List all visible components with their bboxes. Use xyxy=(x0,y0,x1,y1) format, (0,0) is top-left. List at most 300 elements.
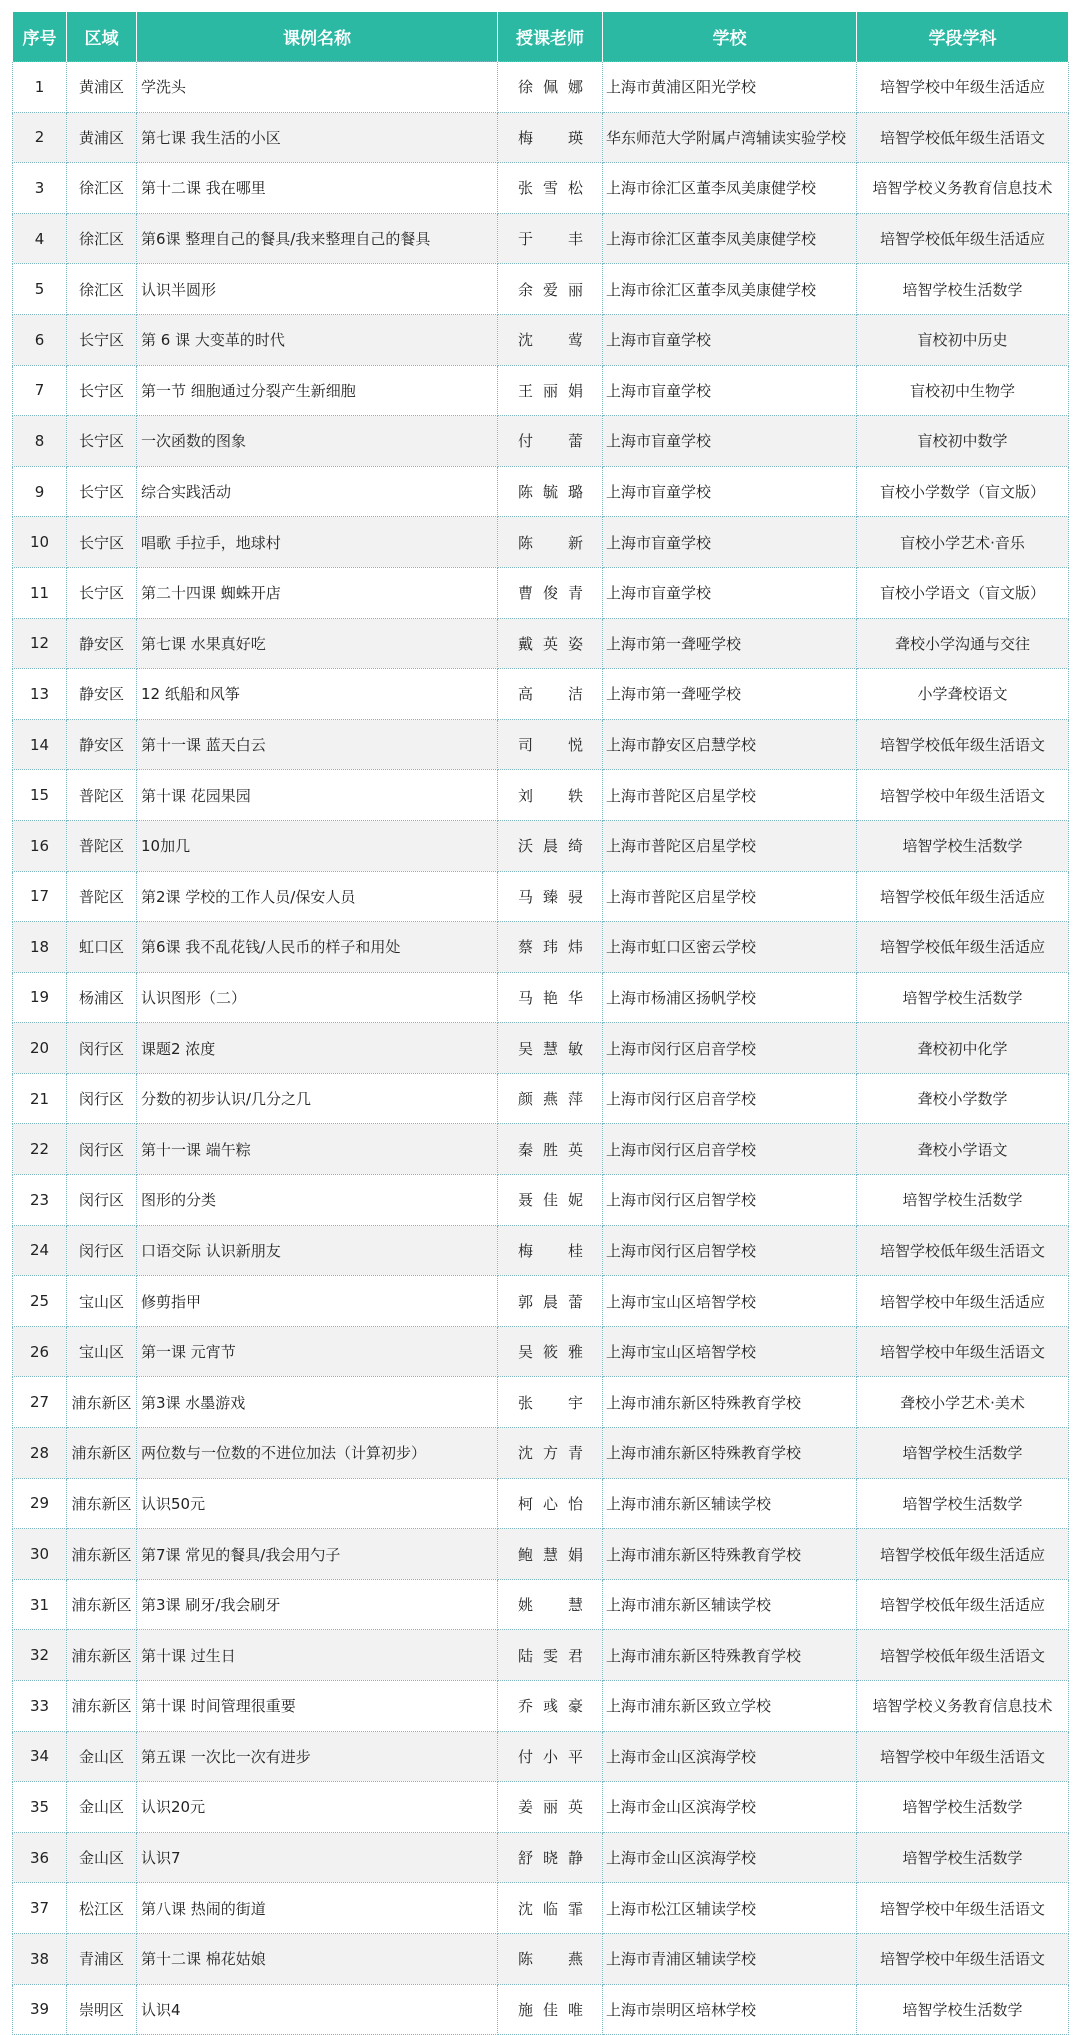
cell-subject: 盲校初中生物学 xyxy=(857,365,1069,416)
cell-course: 第 6 课 大变革的时代 xyxy=(137,314,498,365)
cell-subject: 盲校初中历史 xyxy=(857,314,1069,365)
teacher-name: 王丽娟 xyxy=(518,381,584,400)
cell-serial: 32 xyxy=(13,1630,67,1681)
cell-subject: 培智学校生活数学 xyxy=(857,1782,1069,1833)
teacher-name: 于 丰 xyxy=(518,230,584,249)
cell-serial: 20 xyxy=(13,1023,67,1074)
cell-school: 上海市盲童学校 xyxy=(603,365,857,416)
cell-course: 课题2 浓度 xyxy=(137,1023,498,1074)
cell-district: 宝山区 xyxy=(67,1276,137,1327)
cell-district: 普陀区 xyxy=(67,871,137,922)
cell-district: 闵行区 xyxy=(67,1073,137,1124)
cell-teacher xyxy=(498,62,603,113)
cell-serial: 25 xyxy=(13,1276,67,1327)
cell-course: 认识4 xyxy=(137,1984,498,2035)
cell-school: 上海市宝山区培智学校 xyxy=(603,1326,857,1377)
table-row xyxy=(13,871,1069,922)
cell-serial: 29 xyxy=(13,1478,67,1529)
table-row xyxy=(13,1478,1069,1529)
cell-subject: 培智学校低年级生活语文 xyxy=(857,112,1069,163)
cell-course: 第七课 我生活的小区 xyxy=(137,112,498,163)
cell-serial: 22 xyxy=(13,1124,67,1175)
cell-course: 第一课 元宵节 xyxy=(137,1326,498,1377)
cell-teacher xyxy=(498,1731,603,1782)
table-row xyxy=(13,1428,1069,1479)
cell-school: 上海市宝山区培智学校 xyxy=(603,1276,857,1327)
cell-subject: 盲校小学语文（盲文版） xyxy=(857,567,1069,618)
cell-subject: 小学聋校语文 xyxy=(857,669,1069,720)
cell-teacher xyxy=(498,1933,603,1984)
cell-serial: 19 xyxy=(13,972,67,1023)
cell-teacher xyxy=(498,1428,603,1479)
cell-course: 认识图形（二） xyxy=(137,972,498,1023)
cell-district: 徐汇区 xyxy=(67,163,137,214)
table-row xyxy=(13,669,1069,720)
table-row xyxy=(13,1883,1069,1934)
cell-serial: 38 xyxy=(13,1933,67,1984)
cell-serial: 9 xyxy=(13,466,67,517)
cell-subject: 培智学校生活数学 xyxy=(857,820,1069,871)
cell-teacher xyxy=(498,770,603,821)
cell-school: 华东师范大学附属卢湾辅读实验学校 xyxy=(603,112,857,163)
cell-subject: 培智学校生活数学 xyxy=(857,1832,1069,1883)
table-row xyxy=(13,1073,1069,1124)
table-row xyxy=(13,1276,1069,1327)
table-row xyxy=(13,1579,1069,1630)
cell-subject: 培智学校义务教育信息技术 xyxy=(857,1681,1069,1732)
table-row xyxy=(13,62,1069,113)
header-school: 学校 xyxy=(603,12,857,62)
cell-district: 静安区 xyxy=(67,669,137,720)
table-row xyxy=(13,820,1069,871)
teacher-name: 吴筱雅 xyxy=(518,1343,584,1362)
teacher-name: 张雪松 xyxy=(518,179,584,198)
course-table xyxy=(12,12,1069,2035)
cell-school: 上海市金山区滨海学校 xyxy=(603,1731,857,1782)
cell-school: 上海市盲童学校 xyxy=(603,314,857,365)
table-row xyxy=(13,1124,1069,1175)
cell-district: 金山区 xyxy=(67,1782,137,1833)
cell-subject: 培智学校低年级生活适应 xyxy=(857,871,1069,922)
teacher-name: 付小平 xyxy=(518,1747,584,1766)
cell-course: 第十一课 蓝天白云 xyxy=(137,719,498,770)
cell-serial: 26 xyxy=(13,1326,67,1377)
teacher-name: 陈 新 xyxy=(518,533,584,552)
teacher-name: 舒晓静 xyxy=(518,1849,584,1868)
table-row xyxy=(13,416,1069,467)
table-row xyxy=(13,1023,1069,1074)
cell-course: 第十二课 我在哪里 xyxy=(137,163,498,214)
cell-serial: 37 xyxy=(13,1883,67,1934)
cell-district: 浦东新区 xyxy=(67,1681,137,1732)
cell-subject: 盲校小学数学（盲文版） xyxy=(857,466,1069,517)
cell-course: 第6课 整理自己的餐具/我来整理自己的餐具 xyxy=(137,213,498,264)
cell-course: 修剪指甲 xyxy=(137,1276,498,1327)
cell-school: 上海市崇明区培林学校 xyxy=(603,1984,857,2035)
cell-teacher xyxy=(498,1630,603,1681)
teacher-name: 蔡玮炜 xyxy=(518,938,584,957)
table-row xyxy=(13,1782,1069,1833)
cell-serial: 17 xyxy=(13,871,67,922)
cell-school: 上海市虹口区密云学校 xyxy=(603,922,857,973)
table-row xyxy=(13,972,1069,1023)
cell-school: 上海市盲童学校 xyxy=(603,466,857,517)
cell-course: 两位数与一位数的不进位加法（计算初步） xyxy=(137,1428,498,1479)
cell-district: 静安区 xyxy=(67,719,137,770)
cell-serial: 33 xyxy=(13,1681,67,1732)
cell-subject: 培智学校低年级生活语文 xyxy=(857,1630,1069,1681)
table-row xyxy=(13,1326,1069,1377)
table-row xyxy=(13,618,1069,669)
cell-serial: 12 xyxy=(13,618,67,669)
cell-school: 上海市黄浦区阳光学校 xyxy=(603,62,857,113)
cell-teacher xyxy=(498,1377,603,1428)
cell-school: 上海市青浦区辅读学校 xyxy=(603,1933,857,1984)
teacher-name: 沈方青 xyxy=(518,1444,584,1463)
cell-serial: 35 xyxy=(13,1782,67,1833)
cell-course: 第3课 刷牙/我会刷牙 xyxy=(137,1579,498,1630)
header-district: 区域 xyxy=(67,12,137,62)
cell-teacher xyxy=(498,1073,603,1124)
cell-district: 长宁区 xyxy=(67,365,137,416)
teacher-name: 颜燕萍 xyxy=(518,1090,584,1109)
cell-school: 上海市普陀区启星学校 xyxy=(603,770,857,821)
cell-course: 第七课 水果真好吃 xyxy=(137,618,498,669)
teacher-name: 柯心怡 xyxy=(518,1494,584,1513)
cell-subject: 培智学校低年级生活语文 xyxy=(857,719,1069,770)
teacher-name: 吴慧敏 xyxy=(518,1039,584,1058)
cell-district: 浦东新区 xyxy=(67,1529,137,1580)
teacher-name: 沈临霏 xyxy=(518,1899,584,1918)
table-row xyxy=(13,264,1069,315)
cell-district: 静安区 xyxy=(67,618,137,669)
cell-serial: 31 xyxy=(13,1579,67,1630)
cell-course: 12 纸船和风筝 xyxy=(137,669,498,720)
cell-district: 长宁区 xyxy=(67,466,137,517)
cell-teacher xyxy=(498,1832,603,1883)
course-table-container xyxy=(12,12,1068,2035)
table-row xyxy=(13,112,1069,163)
cell-district: 闵行区 xyxy=(67,1124,137,1175)
cell-serial: 3 xyxy=(13,163,67,214)
cell-course: 学洗头 xyxy=(137,62,498,113)
cell-teacher xyxy=(498,1225,603,1276)
cell-serial: 24 xyxy=(13,1225,67,1276)
table-header-row xyxy=(13,12,1069,62)
cell-teacher xyxy=(498,1276,603,1327)
cell-district: 金山区 xyxy=(67,1731,137,1782)
cell-subject: 培智学校低年级生活适应 xyxy=(857,1579,1069,1630)
cell-course: 第十课 花园果园 xyxy=(137,770,498,821)
table-row xyxy=(13,1377,1069,1428)
cell-serial: 2 xyxy=(13,112,67,163)
header-course: 课例名称 xyxy=(137,12,498,62)
cell-serial: 4 xyxy=(13,213,67,264)
cell-school: 上海市金山区滨海学校 xyxy=(603,1832,857,1883)
teacher-name: 姚 慧 xyxy=(518,1596,584,1615)
cell-district: 长宁区 xyxy=(67,314,137,365)
cell-school: 上海市盲童学校 xyxy=(603,567,857,618)
cell-teacher xyxy=(498,1175,603,1226)
cell-district: 长宁区 xyxy=(67,567,137,618)
cell-serial: 6 xyxy=(13,314,67,365)
cell-subject: 培智学校生活数学 xyxy=(857,1984,1069,2035)
cell-school: 上海市静安区启慧学校 xyxy=(603,719,857,770)
cell-district: 黄浦区 xyxy=(67,62,137,113)
cell-teacher xyxy=(498,719,603,770)
header-serial: 序号 xyxy=(13,12,67,62)
table-row xyxy=(13,466,1069,517)
teacher-name: 马臻骎 xyxy=(518,887,584,906)
cell-serial: 7 xyxy=(13,365,67,416)
table-row xyxy=(13,1529,1069,1580)
teacher-name: 沈 莺 xyxy=(518,331,584,350)
cell-serial: 15 xyxy=(13,770,67,821)
cell-subject: 培智学校中年级生活适应 xyxy=(857,62,1069,113)
teacher-name: 陆雯君 xyxy=(518,1646,584,1665)
cell-school: 上海市闵行区启智学校 xyxy=(603,1175,857,1226)
cell-serial: 18 xyxy=(13,922,67,973)
cell-course: 口语交际 认识新朋友 xyxy=(137,1225,498,1276)
cell-district: 松江区 xyxy=(67,1883,137,1934)
cell-course: 第十二课 棉花姑娘 xyxy=(137,1933,498,1984)
cell-subject: 盲校初中数学 xyxy=(857,416,1069,467)
cell-teacher xyxy=(498,517,603,568)
cell-teacher xyxy=(498,1529,603,1580)
cell-course: 第五课 一次比一次有进步 xyxy=(137,1731,498,1782)
cell-teacher xyxy=(498,1326,603,1377)
cell-district: 普陀区 xyxy=(67,820,137,871)
teacher-name: 刘 轶 xyxy=(518,786,584,805)
cell-teacher xyxy=(498,213,603,264)
table-row xyxy=(13,922,1069,973)
teacher-name: 张 宇 xyxy=(518,1393,584,1412)
cell-teacher xyxy=(498,1124,603,1175)
cell-subject: 培智学校低年级生活语文 xyxy=(857,1225,1069,1276)
cell-teacher xyxy=(498,416,603,467)
table-row xyxy=(13,213,1069,264)
cell-subject: 聋校小学语文 xyxy=(857,1124,1069,1175)
cell-teacher xyxy=(498,264,603,315)
cell-course: 第一节 细胞通过分裂产生新细胞 xyxy=(137,365,498,416)
cell-subject: 培智学校低年级生活适应 xyxy=(857,1529,1069,1580)
teacher-name: 姜丽英 xyxy=(518,1798,584,1817)
cell-school: 上海市浦东新区辅读学校 xyxy=(603,1478,857,1529)
cell-school: 上海市浦东新区特殊教育学校 xyxy=(603,1630,857,1681)
cell-teacher xyxy=(498,1681,603,1732)
table-row xyxy=(13,163,1069,214)
cell-course: 第十一课 端午粽 xyxy=(137,1124,498,1175)
teacher-name: 高 洁 xyxy=(518,685,584,704)
cell-school: 上海市盲童学校 xyxy=(603,517,857,568)
cell-subject: 培智学校中年级生活语文 xyxy=(857,1933,1069,1984)
cell-school: 上海市第一聋哑学校 xyxy=(603,669,857,720)
cell-subject: 培智学校中年级生活语文 xyxy=(857,1731,1069,1782)
cell-serial: 11 xyxy=(13,567,67,618)
cell-district: 徐汇区 xyxy=(67,213,137,264)
cell-course: 综合实践活动 xyxy=(137,466,498,517)
cell-school: 上海市松江区辅读学校 xyxy=(603,1883,857,1934)
cell-serial: 14 xyxy=(13,719,67,770)
table-row xyxy=(13,1984,1069,2035)
cell-district: 浦东新区 xyxy=(67,1428,137,1479)
teacher-name: 陈 燕 xyxy=(518,1950,584,1969)
cell-school: 上海市闵行区启音学校 xyxy=(603,1023,857,1074)
table-row xyxy=(13,1175,1069,1226)
cell-subject: 聋校小学艺术·美术 xyxy=(857,1377,1069,1428)
cell-course: 第二十四课 蜘蛛开店 xyxy=(137,567,498,618)
cell-district: 浦东新区 xyxy=(67,1579,137,1630)
cell-subject: 聋校初中化学 xyxy=(857,1023,1069,1074)
teacher-name: 梅 桂 xyxy=(518,1241,584,1260)
cell-subject: 培智学校生活数学 xyxy=(857,1428,1069,1479)
cell-serial: 8 xyxy=(13,416,67,467)
cell-course: 第6课 我不乱花钱/人民币的样子和用处 xyxy=(137,922,498,973)
cell-teacher xyxy=(498,365,603,416)
cell-school: 上海市徐汇区董李凤美康健学校 xyxy=(603,213,857,264)
teacher-name: 鲍慧娟 xyxy=(518,1545,584,1564)
table-row xyxy=(13,1681,1069,1732)
cell-subject: 培智学校中年级生活语文 xyxy=(857,1326,1069,1377)
cell-subject: 培智学校中年级生活语文 xyxy=(857,1883,1069,1934)
cell-course: 第3课 水墨游戏 xyxy=(137,1377,498,1428)
header-teacher: 授课老师 xyxy=(498,12,603,62)
table-row xyxy=(13,517,1069,568)
cell-course: 第十课 时间管理很重要 xyxy=(137,1681,498,1732)
cell-district: 浦东新区 xyxy=(67,1377,137,1428)
cell-course: 认识半圆形 xyxy=(137,264,498,315)
cell-teacher xyxy=(498,618,603,669)
cell-course: 认识20元 xyxy=(137,1782,498,1833)
cell-course: 唱歌 手拉手，地球村 xyxy=(137,517,498,568)
cell-district: 崇明区 xyxy=(67,1984,137,2035)
cell-school: 上海市浦东新区特殊教育学校 xyxy=(603,1529,857,1580)
cell-teacher xyxy=(498,820,603,871)
header-subject: 学段学科 xyxy=(857,12,1069,62)
cell-school: 上海市普陀区启星学校 xyxy=(603,871,857,922)
cell-course: 第7课 常见的餐具/我会用勺子 xyxy=(137,1529,498,1580)
teacher-name: 沃晨绮 xyxy=(518,837,584,856)
cell-serial: 21 xyxy=(13,1073,67,1124)
teacher-name: 郭晨蕾 xyxy=(518,1292,584,1311)
table-row xyxy=(13,567,1069,618)
cell-school: 上海市闵行区启音学校 xyxy=(603,1073,857,1124)
teacher-name: 曹俊青 xyxy=(518,584,584,603)
cell-teacher xyxy=(498,1883,603,1934)
cell-serial: 28 xyxy=(13,1428,67,1479)
cell-school: 上海市金山区滨海学校 xyxy=(603,1782,857,1833)
teacher-name: 司 悦 xyxy=(518,736,584,755)
cell-district: 金山区 xyxy=(67,1832,137,1883)
cell-subject: 培智学校中年级生活语文 xyxy=(857,770,1069,821)
cell-district: 浦东新区 xyxy=(67,1630,137,1681)
cell-teacher xyxy=(498,1782,603,1833)
cell-school: 上海市闵行区启音学校 xyxy=(603,1124,857,1175)
table-body xyxy=(13,62,1069,2035)
teacher-name: 徐佩娜 xyxy=(518,78,584,97)
cell-teacher xyxy=(498,112,603,163)
cell-course: 一次函数的图象 xyxy=(137,416,498,467)
cell-district: 黄浦区 xyxy=(67,112,137,163)
cell-teacher xyxy=(498,1579,603,1630)
cell-school: 上海市浦东新区特殊教育学校 xyxy=(603,1428,857,1479)
cell-serial: 1 xyxy=(13,62,67,113)
cell-school: 上海市杨浦区扬帆学校 xyxy=(603,972,857,1023)
cell-school: 上海市浦东新区特殊教育学校 xyxy=(603,1377,857,1428)
cell-district: 浦东新区 xyxy=(67,1478,137,1529)
cell-teacher xyxy=(498,567,603,618)
cell-district: 闵行区 xyxy=(67,1023,137,1074)
cell-teacher xyxy=(498,1478,603,1529)
cell-subject: 聋校小学沟通与交往 xyxy=(857,618,1069,669)
table-row xyxy=(13,770,1069,821)
cell-course: 认识50元 xyxy=(137,1478,498,1529)
teacher-name: 陈毓璐 xyxy=(518,483,584,502)
cell-course: 图形的分类 xyxy=(137,1175,498,1226)
cell-school: 上海市徐汇区董李凤美康健学校 xyxy=(603,163,857,214)
cell-course: 分数的初步认识/几分之几 xyxy=(137,1073,498,1124)
table-row xyxy=(13,1832,1069,1883)
cell-course: 第2课 学校的工作人员/保安人员 xyxy=(137,871,498,922)
cell-school: 上海市浦东新区致立学校 xyxy=(603,1681,857,1732)
cell-district: 虹口区 xyxy=(67,922,137,973)
teacher-name: 戴英姿 xyxy=(518,634,584,653)
table-row xyxy=(13,365,1069,416)
cell-district: 长宁区 xyxy=(67,517,137,568)
cell-serial: 36 xyxy=(13,1832,67,1883)
teacher-name: 秦胜英 xyxy=(518,1140,584,1159)
table-row xyxy=(13,1731,1069,1782)
cell-subject: 培智学校低年级生活适应 xyxy=(857,922,1069,973)
teacher-name: 乔彧豪 xyxy=(518,1697,584,1716)
cell-district: 长宁区 xyxy=(67,416,137,467)
cell-district: 闵行区 xyxy=(67,1225,137,1276)
cell-school: 上海市徐汇区董李凤美康健学校 xyxy=(603,264,857,315)
table-row xyxy=(13,719,1069,770)
cell-teacher xyxy=(498,972,603,1023)
table-row xyxy=(13,314,1069,365)
cell-school: 上海市浦东新区辅读学校 xyxy=(603,1579,857,1630)
cell-school: 上海市普陀区启星学校 xyxy=(603,820,857,871)
cell-course: 认识7 xyxy=(137,1832,498,1883)
cell-course: 第八课 热闹的街道 xyxy=(137,1883,498,1934)
cell-serial: 16 xyxy=(13,820,67,871)
cell-serial: 5 xyxy=(13,264,67,315)
cell-subject: 培智学校生活数学 xyxy=(857,1175,1069,1226)
cell-course: 10加几 xyxy=(137,820,498,871)
table-row xyxy=(13,1933,1069,1984)
teacher-name: 聂佳妮 xyxy=(518,1191,584,1210)
cell-district: 徐汇区 xyxy=(67,264,137,315)
cell-subject: 盲校小学艺术·音乐 xyxy=(857,517,1069,568)
cell-subject: 培智学校生活数学 xyxy=(857,264,1069,315)
cell-subject: 培智学校义务教育信息技术 xyxy=(857,163,1069,214)
cell-serial: 13 xyxy=(13,669,67,720)
cell-serial: 27 xyxy=(13,1377,67,1428)
cell-district: 普陀区 xyxy=(67,770,137,821)
cell-school: 上海市闵行区启智学校 xyxy=(603,1225,857,1276)
teacher-name: 余爱丽 xyxy=(518,280,584,299)
cell-teacher xyxy=(498,669,603,720)
cell-district: 杨浦区 xyxy=(67,972,137,1023)
cell-teacher xyxy=(498,1984,603,2035)
cell-district: 宝山区 xyxy=(67,1326,137,1377)
cell-teacher xyxy=(498,1023,603,1074)
teacher-name: 施佳唯 xyxy=(518,2000,584,2019)
teacher-name: 马艳华 xyxy=(518,988,584,1007)
cell-course: 第十课 过生日 xyxy=(137,1630,498,1681)
cell-subject: 培智学校低年级生活适应 xyxy=(857,213,1069,264)
